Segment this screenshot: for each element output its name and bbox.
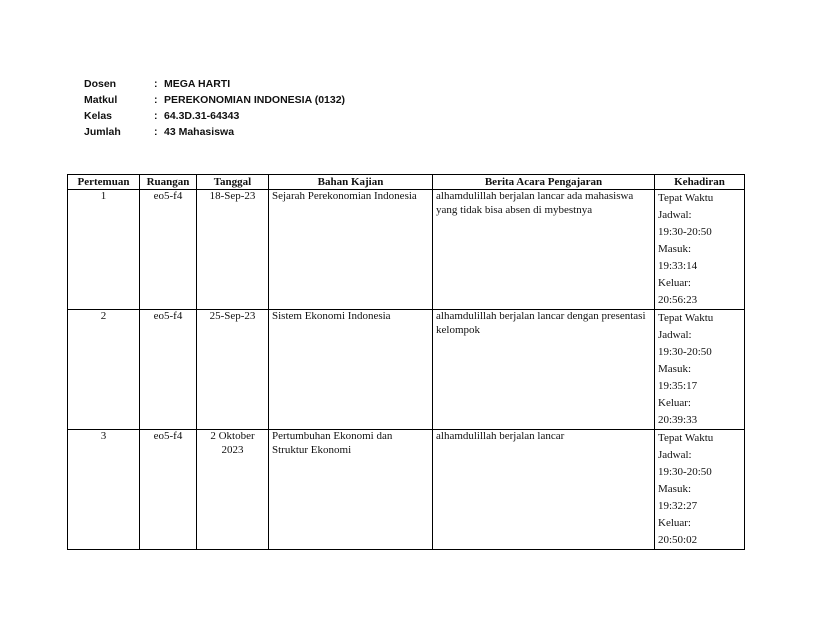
berita-acara-cell: alhamdulillah berjalan lancar	[433, 430, 655, 550]
colon: :	[154, 110, 158, 122]
ruangan-cell: eo5-f4	[140, 310, 197, 430]
table-row	[68, 190, 745, 310]
masuk-value: 19:32:27	[658, 500, 698, 512]
kelas-row	[84, 108, 345, 124]
column-header-ruangan: Ruangan	[140, 175, 197, 190]
matkul-row	[84, 92, 345, 108]
tanggal-cell: 2 Oktober 2023	[197, 430, 269, 550]
matkul-value: PEREKONOMIAN INDONESIA (0132)	[164, 94, 346, 106]
matkul-label: Matkul	[84, 94, 118, 106]
ruangan-cell: eo5-f4	[140, 430, 197, 550]
masuk-label: Masuk:	[658, 483, 691, 495]
tanggal-cell: 25-Sep-23	[197, 310, 269, 430]
colon: :	[154, 126, 158, 138]
kehadiran-cell	[655, 430, 745, 550]
column-header-kehadiran: Kehadiran	[655, 175, 745, 190]
kehadiran-cell	[655, 310, 745, 430]
jumlah-value: 43 Mahasiswa	[164, 126, 235, 138]
jadwal-label: Jadwal:	[658, 329, 692, 341]
berita-acara-cell: alhamdulillah berjalan lancar ada mahasiswa yang tidak bisa absen di mybestnya	[433, 190, 655, 310]
jadwal-value: 19:30-20:50	[658, 346, 712, 358]
ruangan-cell: eo5-f4	[140, 190, 197, 310]
jadwal-label: Jadwal:	[658, 209, 692, 221]
attendance-table	[67, 174, 745, 550]
column-header-berita-acara: Berita Acara Pengajaran	[433, 175, 655, 190]
dosen-row	[84, 76, 345, 92]
bahan-kajian-cell: Sejarah Perekonomian Indonesia	[269, 190, 433, 310]
jumlah-label: Jumlah	[84, 126, 121, 138]
tanggal-cell: 18-Sep-23	[197, 190, 269, 310]
table-header-row	[68, 175, 745, 190]
dosen-value: MEGA HARTI	[164, 78, 231, 90]
dosen-label: Dosen	[84, 78, 117, 90]
jumlah-row	[84, 124, 345, 140]
pertemuan-cell: 1	[68, 190, 140, 310]
jadwal-label: Jadwal:	[658, 449, 692, 461]
kehadiran-status: Tepat Waktu	[658, 192, 714, 204]
keluar-label: Keluar:	[658, 397, 691, 409]
header-info	[84, 76, 345, 140]
masuk-label: Masuk:	[658, 363, 691, 375]
column-header-pertemuan: Pertemuan	[68, 175, 140, 190]
table-row	[68, 310, 745, 430]
pertemuan-cell: 2	[68, 310, 140, 430]
kelas-label: Kelas	[84, 110, 113, 122]
colon: :	[154, 94, 158, 106]
masuk-label: Masuk:	[658, 243, 691, 255]
keluar-value: 20:39:33	[658, 414, 698, 426]
keluar-label: Keluar:	[658, 517, 691, 529]
masuk-value: 19:33:14	[658, 260, 698, 272]
pertemuan-cell: 3	[68, 430, 140, 550]
column-header-tanggal: Tanggal	[197, 175, 269, 190]
keluar-value: 20:50:02	[658, 534, 698, 546]
keluar-value: 20:56:23	[658, 294, 698, 306]
bahan-kajian-cell: Pertumbuhan Ekonomi dan Struktur Ekonomi	[269, 430, 433, 550]
column-header-bahan-kajian: Bahan Kajian	[269, 175, 433, 190]
masuk-value: 19:35:17	[658, 380, 698, 392]
kelas-value: 64.3D.31-64343	[164, 110, 240, 122]
keluar-label: Keluar:	[658, 277, 691, 289]
bahan-kajian-cell: Sistem Ekonomi Indonesia	[269, 310, 433, 430]
kehadiran-status: Tepat Waktu	[658, 312, 714, 324]
berita-acara-cell: alhamdulillah berjalan lancar dengan presentasi kelompok	[433, 310, 655, 430]
colon: :	[154, 78, 158, 90]
kehadiran-cell	[655, 190, 745, 310]
kehadiran-status: Tepat Waktu	[658, 432, 714, 444]
jadwal-value: 19:30-20:50	[658, 466, 712, 478]
jadwal-value: 19:30-20:50	[658, 226, 712, 238]
table-row	[68, 430, 745, 550]
